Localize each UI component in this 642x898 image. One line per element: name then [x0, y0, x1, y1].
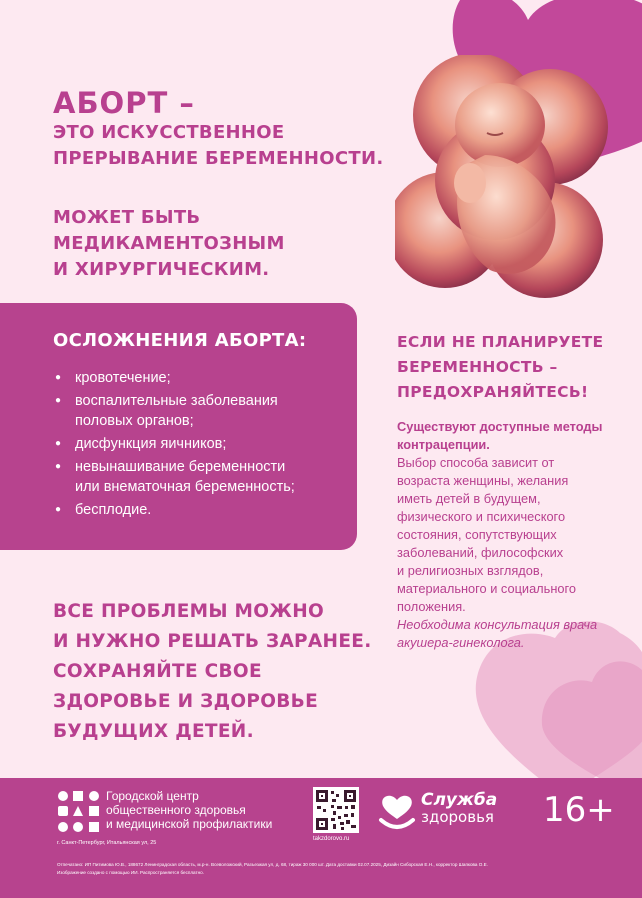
- hero-subtitle-line: ЭТО ИСКУССТВЕННОЕ: [53, 122, 285, 143]
- protection-text: Существуют доступные методы контрацепции. Выбор способа зависит от возраста женщины, желания иметь детей в будущем, физического и психического состояния, сопутствующих заболеваний, философских и религиозных взглядов, материального и социального положения. Необходима консультация врача акушера-гинеколога.: [397, 419, 603, 650]
- methods-text: [53, 205, 285, 283]
- qr-code-icon: [313, 787, 359, 833]
- methods-line: МЕДИКАМЕНТОЗНЫМ: [53, 233, 285, 254]
- complications-title: ОСЛОЖНЕНИЯ АБОРТА:: [53, 330, 307, 351]
- list-item: ● кровотечение;: [55, 368, 295, 388]
- list-item: ● воспалительные заболевания половых органов;: [55, 391, 295, 431]
- protection-title: ЕСЛИ НЕ ПЛАНИРУЕТЕ БЕРЕМЕННОСТЬ – ПРЕДОХРАНЯЙТЕСЬ!: [397, 333, 604, 401]
- site-url: takzdorovo.ru: [313, 836, 350, 842]
- list-item: ● дисфункция яичников;: [55, 434, 295, 454]
- hero-subtitle-line: ПРЕРЫВАНИЕ БЕРЕМЕННОСТИ.: [53, 148, 384, 169]
- footer: [0, 778, 642, 898]
- hero-subtitle: [53, 120, 383, 172]
- list-item: ● бесплодие.: [55, 500, 295, 520]
- service-name: Служба здоровья: [421, 790, 498, 826]
- hero-title: АБОРТ –: [53, 86, 195, 120]
- methods-line: МОЖЕТ БЫТЬ: [53, 207, 201, 228]
- methods-line: И ХИРУРГИЧЕСКИМ.: [53, 259, 270, 280]
- imprint: Отпечатано: ИП Питимова Ю.В., 188672 Ленинградская область, м.р-н. Всеволожский, Разъезжая ул, д. 68, тираж 30 000 шт. Дата доставки 02.07.2025, Дизайн Сиборская Е.Н., корректор Шапкова О.Е. Изображение создано с помощью ИИ. Распространяется бесплатно.: [57, 862, 488, 875]
- call-to-action: ВСЕ ПРОБЛЕМЫ МОЖНО И НУЖНО РЕШАТЬ ЗАРАНЕЕ. СОХРАНЯЙТЕ СВОЕ ЗДОРОВЬЕ И ЗДОРОВЬЕ БУДУЩИХ ДЕТЕЙ.: [53, 601, 372, 742]
- baby-photo-flower: [395, 55, 615, 305]
- list-item: ● невынашивание беременности или внематочная беременность;: [55, 457, 295, 497]
- heart-smile-icon: [377, 792, 417, 832]
- age-rating: 16+: [543, 790, 615, 830]
- complications-list: [55, 368, 295, 523]
- org-name: Городской центр общественного здоровья и медицинской профилактики: [106, 789, 273, 831]
- org-logo-icon: [57, 790, 101, 834]
- org-address: г. Санкт-Петербург, Итальянская ул, 25: [57, 840, 157, 846]
